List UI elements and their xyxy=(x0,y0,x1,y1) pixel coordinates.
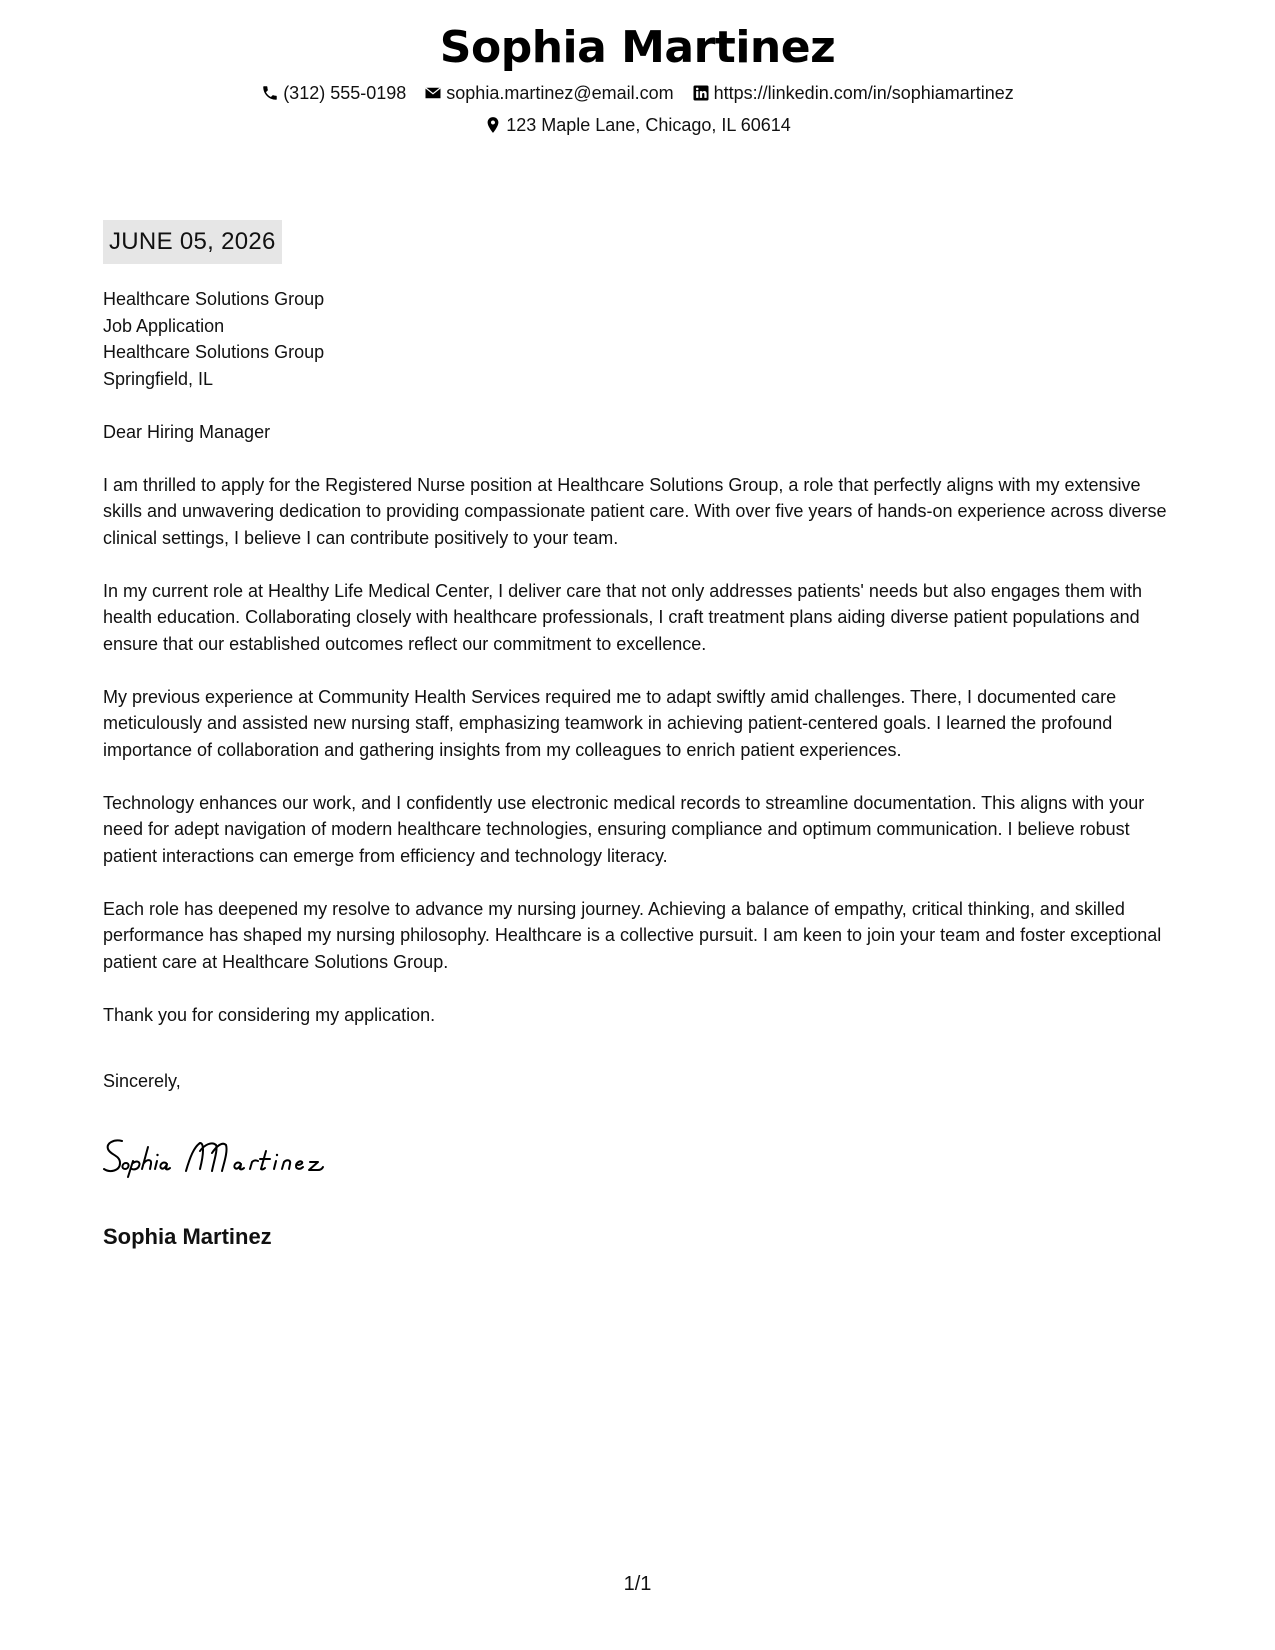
recipient-subject: Job Application xyxy=(103,315,225,336)
salutation: Dear Hiring Manager xyxy=(103,421,271,442)
contact-row xyxy=(0,80,1275,106)
letter-header xyxy=(0,18,1275,138)
applicant-name: Sophia Martinez xyxy=(439,22,836,73)
body-paragraph: My previous experience at Community Health Services required me to adapt swiftly amid challenges. There, I documented care meticulously and assisted new nursing staff, emphasizing teamwork in achieving patient-centered goals. I learned the profound importance of collaboration and gathering insights from my colleagues to enrich patient experiences. xyxy=(103,686,1117,760)
linkedin-url[interactable]: https://linkedin.com/in/sophiamartinez xyxy=(713,83,1014,103)
linkedin-icon xyxy=(692,84,710,102)
phone-number: (312) 555-0198 xyxy=(283,83,407,103)
recipient-block xyxy=(103,286,1178,392)
letter-date: JUNE 05, 2026 xyxy=(103,220,282,264)
recipient-company: Healthcare Solutions Group xyxy=(103,289,325,309)
contact-phone xyxy=(261,80,406,106)
envelope-icon xyxy=(424,84,442,102)
address-row xyxy=(0,112,1275,138)
signer-name: Sophia Martinez xyxy=(103,1224,272,1249)
handwritten-signature xyxy=(100,1133,350,1186)
page-number: 1/1 xyxy=(623,1573,652,1595)
phone-icon xyxy=(261,84,279,102)
contact-linkedin xyxy=(692,80,1014,106)
body-paragraph: Technology enhances our work, and I confidently use electronic medical records to streamline documentation. This aligns with your need for adept navigation of modern healthcare technologies, ensuring compliance and optimum communication. I believe robust patient interactions can emerge from efficiency and technology literacy. xyxy=(103,792,1145,866)
recipient-location: Springfield, IL xyxy=(103,368,214,389)
letter-body xyxy=(103,286,1178,1095)
body-paragraph: In my current role at Healthy Life Medical Center, I deliver care that not only addresses patients' needs but also engages them with health education. Collaborating closely with healthcare professionals, I craft treatment plans aiding diverse patient populations and ensure that our established outcomes reflect our commitment to excellence. xyxy=(103,580,1142,654)
email-address[interactable]: sophia.martinez@email.com xyxy=(446,83,674,103)
closing-thanks: Thank you for considering my application. xyxy=(103,1004,436,1025)
recipient-organization: Healthcare Solutions Group xyxy=(103,342,325,362)
sign-off: Sincerely, xyxy=(103,1071,181,1091)
body-paragraph: Each role has deepened my resolve to advance my nursing journey. Achieving a balance of empathy, critical thinking, and skilled performance has shaped my nursing philosophy. Healthcare is a collective pursuit. I am keen to join your team and foster exceptional patient care at Healthcare Solutions Group. xyxy=(103,898,1162,972)
body-paragraph: I am thrilled to apply for the Registered Nurse position at Healthcare Solutions Group, a role that perfectly aligns with my extensive skills and unwavering dedication to providing compassionate patient care. With over five years of hands-on experience across diverse clinical settings, I believe I can contribute positively to your team. xyxy=(103,474,1167,548)
contact-address xyxy=(484,112,791,138)
address-text: 123 Maple Lane, Chicago, IL 60614 xyxy=(506,115,791,135)
contact-email xyxy=(424,80,673,106)
map-pin-icon xyxy=(484,116,502,134)
